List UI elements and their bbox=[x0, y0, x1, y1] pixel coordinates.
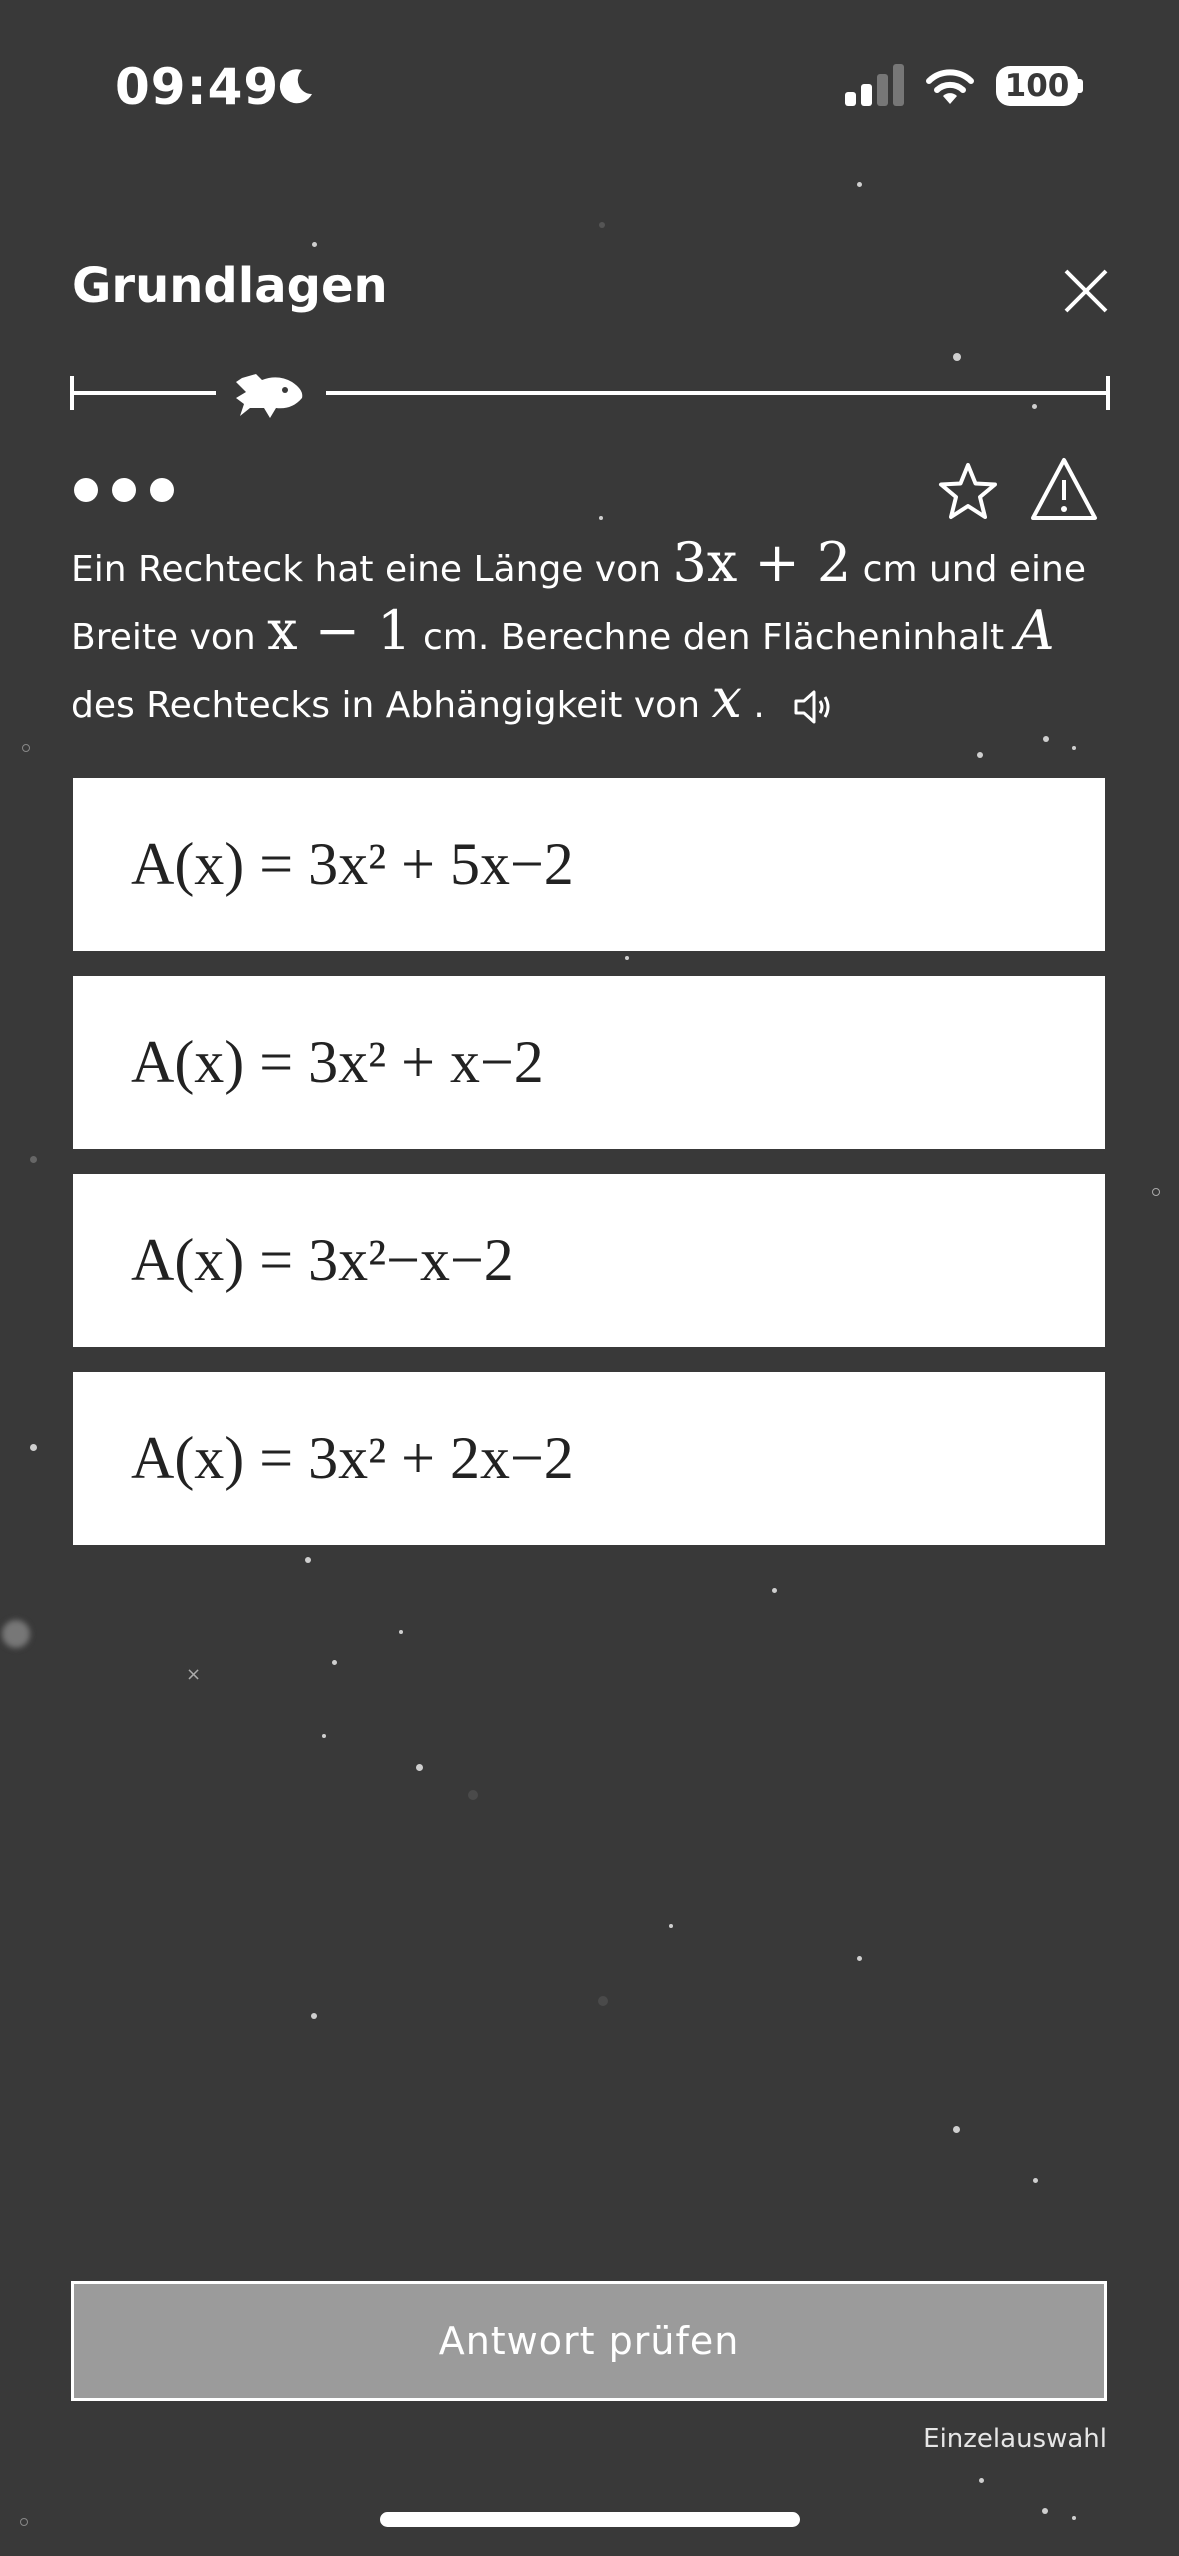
report-warning-icon[interactable] bbox=[1030, 456, 1098, 522]
speaker-icon[interactable] bbox=[792, 688, 836, 726]
math-variable: x bbox=[711, 667, 742, 730]
wifi-icon bbox=[924, 62, 976, 108]
question-text-part: des Rechtecks in Abhängigkeit von bbox=[71, 685, 712, 726]
battery-indicator: 100 bbox=[996, 66, 1078, 106]
moon-icon bbox=[272, 64, 316, 108]
check-answer-button[interactable]: Antwort prüfen bbox=[71, 2281, 1107, 2401]
favorite-star-icon[interactable] bbox=[937, 461, 999, 523]
status-time: 09:49 bbox=[115, 58, 280, 116]
math-width: x − 1 bbox=[267, 599, 412, 662]
question-text-part: . bbox=[741, 685, 765, 726]
answer-option-2[interactable]: A(x) = 3x² + x−2 bbox=[73, 976, 1105, 1149]
progress-track bbox=[70, 368, 1110, 418]
answer-option-1[interactable]: A(x) = 3x² + 5x−2 bbox=[73, 778, 1105, 951]
question-text-part: cm und eine Breite von bbox=[71, 549, 1087, 658]
battery-tip bbox=[1078, 79, 1083, 93]
page-title: Grundlagen bbox=[72, 258, 388, 314]
question-text-part: cm. Berechne den Flächeninhalt bbox=[411, 617, 1016, 658]
more-options-icon[interactable] bbox=[72, 474, 176, 506]
math-length: 3x + 2 bbox=[672, 531, 852, 594]
home-indicator[interactable] bbox=[380, 2512, 800, 2527]
cellular-signal-icon bbox=[843, 62, 907, 108]
question-text-part: Ein Rechteck hat eine Länge von bbox=[71, 549, 673, 590]
answer-option-3[interactable]: A(x) = 3x²−x−2 bbox=[73, 1174, 1105, 1347]
close-icon[interactable] bbox=[1063, 268, 1109, 314]
answer-option-4[interactable]: A(x) = 3x² + 2x−2 bbox=[73, 1372, 1105, 1545]
math-area-symbol: A bbox=[1015, 599, 1055, 662]
selection-mode-label: Einzelauswahl bbox=[923, 2424, 1107, 2454]
shark-progress-icon bbox=[236, 374, 302, 418]
question-text bbox=[71, 531, 1121, 740]
